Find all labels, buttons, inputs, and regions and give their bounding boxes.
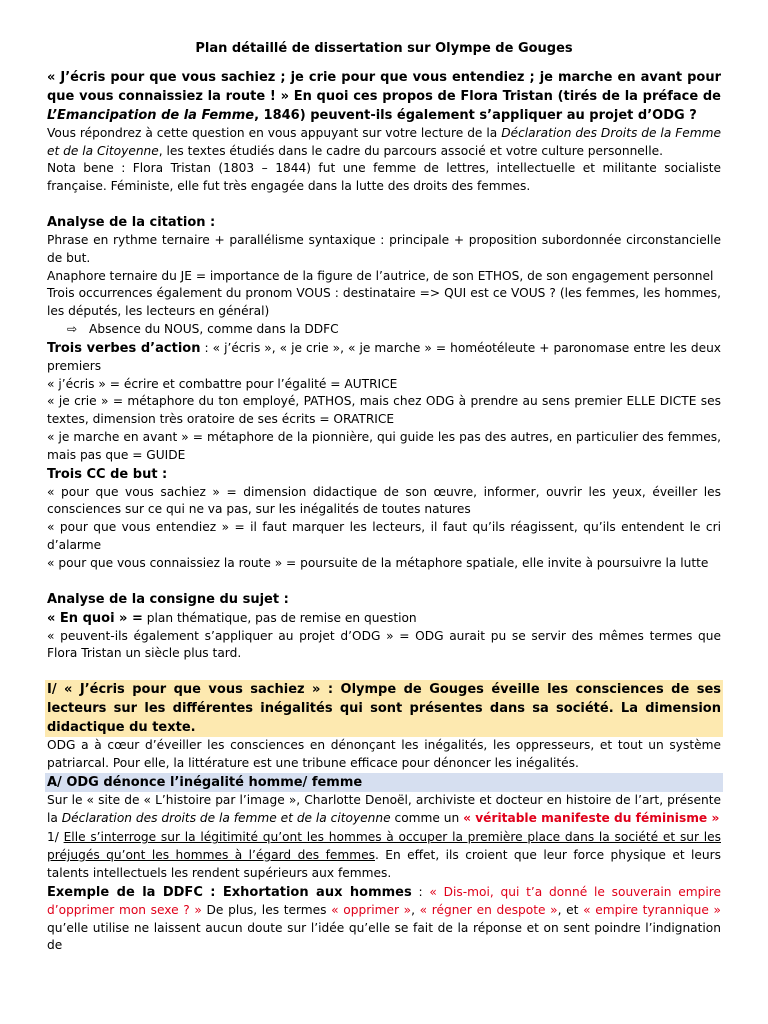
site-text-1: Sur le « site de « L’histoire par l’image », Charlotte Denoël, archiviste et docteur en histoire de l’art, présente la bbox=[47, 792, 721, 825]
manifeste-quote: « véritable manifeste du féminisme » bbox=[463, 810, 720, 825]
exemple-text-4: qu’elle utilise ne laissent aucun doute sur l’idée qu’elle se fait de la réponse et on sent poindre l’indignation de bbox=[47, 920, 721, 953]
verbe-marche: « je marche en avant » = métaphore de la pionnière, qui guide les pas des autres, en particulier des femmes, mais pas que = GUIDE bbox=[47, 429, 721, 462]
exemple-sep: : bbox=[411, 884, 430, 899]
cc-connaissiez: « pour que vous connaissiez la route » = poursuite de la métaphore spatiale, elle invite à poursuivre la lutte bbox=[47, 555, 709, 570]
site-ddfc-title: Déclaration des droits de la femme et de la citoyenne bbox=[61, 810, 391, 825]
quote-opprimer: « opprimer » bbox=[331, 902, 412, 917]
point-1-number: 1/ bbox=[47, 830, 64, 845]
verbes-text: : « j’écris », « je crie », « je marche » = homéotéleute + paronomase entre les deux premiers bbox=[47, 340, 722, 373]
analyse-line-1: Phrase en rythme ternaire + parallélisme syntaxique : principale + proposition subordonnée circonstancielle de but. bbox=[47, 232, 721, 265]
question-text-2: , 1846) peuvent-ils également s’appliquer au projet d’ODG ? bbox=[254, 107, 697, 123]
verbes-heading: Trois verbes d’action bbox=[47, 340, 201, 356]
intro-paragraph bbox=[47, 125, 721, 161]
point-1-paragraph bbox=[47, 829, 721, 882]
intro-text-1: Vous répondrez à cette question en vous appuyant sur votre lecture de la bbox=[47, 125, 502, 140]
cc-heading: Trois CC de but : bbox=[47, 466, 168, 482]
document-title: Plan détaillé de dissertation sur Olympe de Gouges bbox=[195, 41, 573, 56]
analyse-line-3: Trois occurrences également du pronom VOUS : destinataire => QUI est ce VOUS ? (les femmes, les hommes, les députés, les lecteurs en général) bbox=[47, 286, 721, 319]
part-1-intro: ODG a à cœur d’éveiller les consciences en dénonçant les inégalités, les oppresseurs, et tout un système patriarcal. Pour elle, la littérature est une tribune efficace pour dénoncer les inégalités. bbox=[47, 738, 721, 770]
part-1-heading: I/ « J’écris pour que vous sachiez » : Olympe de Gouges éveille les consciences de ses lecteurs sur les différentes inégalités qui sont présentes dans sa société. La dimension didactique du texte. bbox=[47, 682, 721, 736]
section-heading-analyse-consigne: Analyse de la consigne du sujet : bbox=[47, 591, 289, 607]
question-book-title: L’Emancipation de la Femme bbox=[47, 107, 255, 123]
site-text-2: comme un bbox=[390, 810, 464, 825]
exemple-text-2: , bbox=[411, 902, 420, 917]
verbes-line bbox=[47, 339, 721, 376]
cc-entendiez: « pour que vous entendiez » = il faut marquer les lecteurs, il faut qu’ils réagissent, qu’ils entendent le cri d’alarme bbox=[47, 520, 721, 552]
arrow-bullet-item bbox=[47, 321, 721, 339]
subsection-a-heading: A/ ODG dénonce l’inégalité homme/ femme bbox=[45, 773, 723, 792]
quote-regner: « régner en despote » bbox=[419, 902, 558, 917]
charlotte-denoel-paragraph bbox=[47, 792, 721, 828]
document-page bbox=[47, 40, 721, 955]
verbe-crie: « je crie » = métaphore du ton employé, PATHOS, mais chez ODG à prendre au sens premier ELLE DICTE ses textes, dimension très oratoire de ses écrits = ORATRICE bbox=[47, 394, 721, 427]
en-quoi-text: plan thématique, pas de remise en question bbox=[142, 610, 417, 625]
en-quoi-label: « En quoi » = bbox=[47, 610, 143, 626]
exemple-ddfc-paragraph bbox=[47, 883, 721, 955]
dissertation-question bbox=[47, 68, 721, 125]
intro-text-2: , les textes étudiés dans le cadre du parcours associé et votre culture personnelle. bbox=[158, 143, 663, 158]
arrow-bullet-text: Absence du NOUS, comme dans la DDFC bbox=[89, 321, 339, 336]
quote-dis-moi: « Dis-moi, qui t’a donné le souverain empire d’opprimer mon sexe ? » bbox=[47, 884, 721, 917]
arrow-right-icon: ⇨ bbox=[67, 321, 78, 336]
exemple-heading: Exemple de la DDFC : Exhortation aux hommes bbox=[47, 884, 412, 900]
point-1-underlined: Elle s’interroge sur la légitimité qu’ont les hommes à occuper la première place dans la société et sur les préjugés qu’ont les hommes à l’égard des femmes bbox=[47, 830, 721, 863]
quote-empire: « empire tyrannique » bbox=[583, 902, 721, 917]
analyse-line-2: Anaphore ternaire du JE = importance de la figure de l’autrice, de son ETHOS, de son engagement personnel bbox=[47, 268, 714, 283]
question-text-1: « J’écris pour que vous sachiez ; je crie pour que vous entendiez ; je marche en avant pour que vous connaissiez la route ! » En quoi ces propos de Flora Tristan (tirés de la préface de bbox=[47, 69, 721, 104]
cc-sachiez: « pour que vous sachiez » = dimension didactique de son œuvre, informer, ouvrir les yeux, éveiller les consciences sur ce qui ne va pas, sur les inégalités de toutes natures bbox=[47, 484, 721, 517]
intro-ddfc-title: Déclaration des Droits de la Femme et de la Citoyenne bbox=[47, 125, 721, 158]
section-heading-analyse-citation: Analyse de la citation : bbox=[47, 214, 216, 230]
nota-bene: Nota bene : Flora Tristan (1803 – 1844) fut une femme de lettres, intellectuelle et militante socialiste française. Féministe, elle fut très engagée dans la lutte des droits des femmes. bbox=[47, 161, 721, 194]
point-1-text: . En effet, ils croient que leur force physique et leurs talents intellectuels les rendent supérieurs aux femmes. bbox=[47, 848, 722, 880]
exemple-text-3: , et bbox=[557, 902, 584, 917]
exemple-text-1: De plus, les termes bbox=[201, 902, 332, 917]
en-quoi-line bbox=[47, 609, 721, 628]
consigne-line-2: « peuvent-ils également s’appliquer au projet d’ODG » = ODG aurait pu se servir des mêmes termes que Flora Tristan un siècle plus tard. bbox=[47, 628, 721, 661]
verbe-ecris: « j’écris » = écrire et combattre pour l’égalité = AUTRICE bbox=[47, 376, 398, 391]
